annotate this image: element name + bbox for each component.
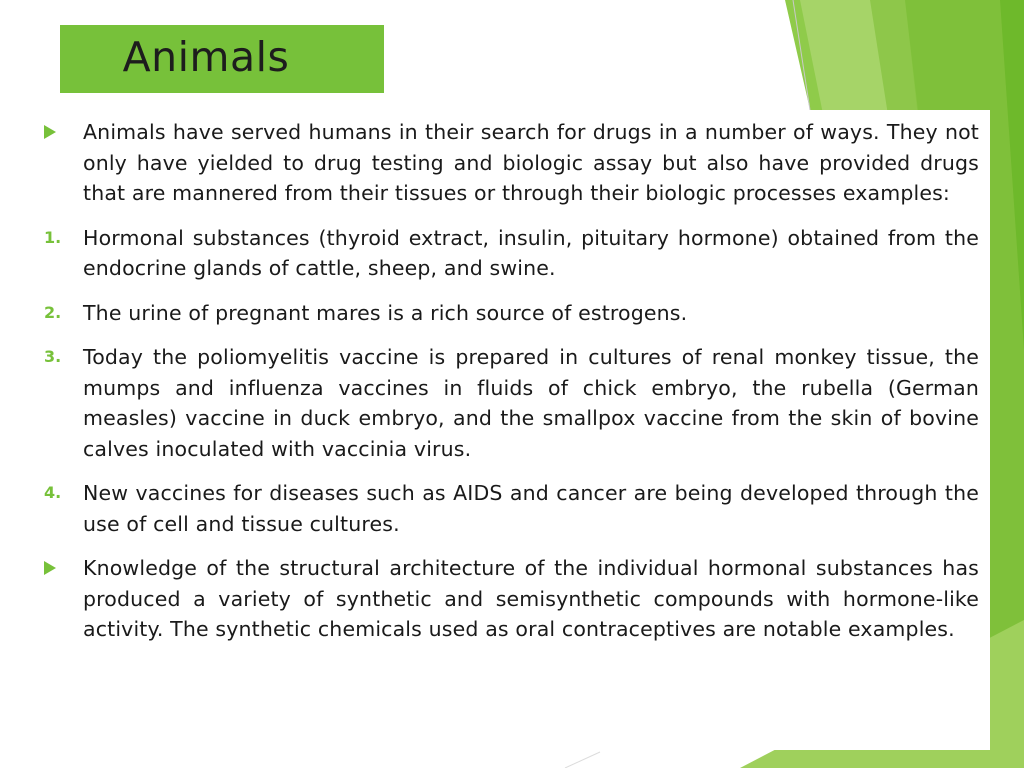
list-number: 4. xyxy=(44,483,62,502)
thin-line-bottom xyxy=(565,752,600,768)
list-item xyxy=(44,223,979,284)
paragraph-text: Today the poliomyelitis vaccine is prepared in cultures of renal monkey tissue, the mumps and influenza vaccines in fluids of chick embryo, the rubella (German measles) vaccine in duck embryo, and the smallpox vaccine from the skin of bovine calves inoculated with vaccinia virus. xyxy=(83,345,979,461)
list-item xyxy=(44,298,979,329)
paragraph-text: Animals have served humans in their search for drugs in a number of ways. They not only have yielded to drug testing and biologic assay but also have provided drugs that are mannered from their tissues or through their biologic processes examples: xyxy=(83,120,979,205)
list-item xyxy=(44,117,979,209)
list-item xyxy=(44,553,979,645)
slide-title: Animals xyxy=(122,33,290,81)
slide-body xyxy=(44,117,979,659)
paragraph-text: Hormonal substances (thyroid extract, insulin, pituitary hormone) obtained from the endocrine glands of cattle, sheep, and swine. xyxy=(83,225,979,280)
bullet-arrow-icon xyxy=(44,553,56,586)
list-item xyxy=(44,342,979,464)
list-number: 3. xyxy=(44,347,62,366)
list-number: 2. xyxy=(44,302,62,322)
paragraph-text: New vaccines for diseases such as AIDS and cancer are being developed through the use of cell and tissue cultures. xyxy=(83,481,979,536)
paragraph-text: Knowledge of the structural architecture of the individual hormonal substances has produced a variety of synthetic and semisynthetic compounds with hormone-like activity. The synthetic chemicals used as oral contraceptives are notable examples. xyxy=(83,556,979,641)
list-number: 1. xyxy=(44,227,62,247)
paragraph-text: The urine of pregnant mares is a rich source of estrogens. xyxy=(83,300,688,325)
list-item xyxy=(44,478,979,539)
bullet-arrow-icon xyxy=(44,117,56,150)
title-box xyxy=(60,25,384,93)
